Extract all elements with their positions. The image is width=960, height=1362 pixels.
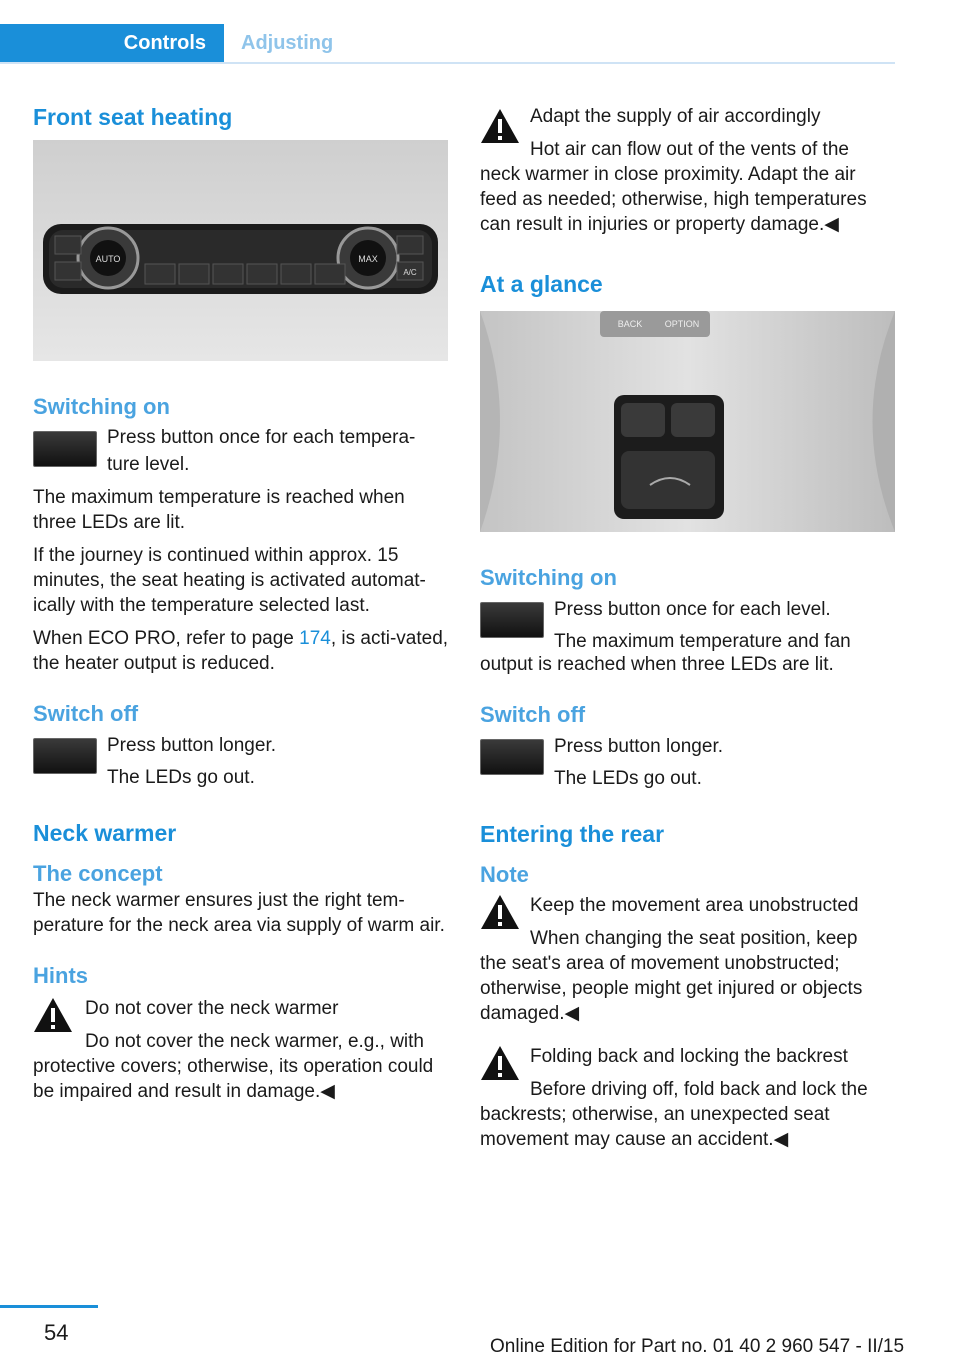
svg-text:BACK: BACK [617, 319, 643, 329]
eco-text-post: , is acti‐vated, the heater output is reduced. [33, 628, 449, 674]
warning-title: Keep the movement area unobstructed [530, 895, 859, 916]
switching-on-text-2: The maximum temperature and fan [554, 631, 851, 652]
warning-block-backrest [480, 1040, 896, 1106]
climate-panel-image [33, 140, 448, 361]
heading-the-concept: The concept [33, 861, 163, 886]
paragraph-journey: If the journey is continued within approx. 15 minutes, the seat heating is activated automat‐ically with the temperature selected last. [33, 545, 426, 616]
warning-block-air [480, 100, 896, 166]
switching-on-text-3: output is reached when three LEDs are lit. [480, 654, 834, 675]
seat-ventilation-button-icon [480, 739, 544, 775]
warning-line: Hot air can flow out of the vents of the [530, 139, 849, 160]
left-column [33, 100, 449, 1104]
warning-title: Folding back and locking the backrest [530, 1046, 848, 1067]
warning-line: When changing the seat position, keep [530, 928, 858, 949]
warning-block-neck [33, 992, 449, 1058]
heading-front-seat-heating: Front seat heating [33, 104, 233, 130]
switching-on-text-2: ture level. [107, 454, 190, 475]
heading-neck-warmer: Neck warmer [33, 820, 177, 846]
warning-line: Before driving off, fold back and lock the [530, 1079, 868, 1100]
warning-text: neck warmer in close proximity. Adapt the air feed as needed; otherwise, high temperatures can result in injuries or property damage.◀ [480, 164, 867, 235]
seat-heating-button-icon [33, 431, 97, 467]
seat-heating-button-icon [33, 738, 97, 774]
eco-text-pre: When ECO PRO, refer to page [33, 628, 300, 649]
warning-triangle-icon [480, 894, 520, 930]
warning-text: protective covers; otherwise, its operation could be impaired and result in damage.◀ [33, 1056, 434, 1102]
page-link-174[interactable]: 174 [299, 628, 331, 649]
switch-off-block [33, 730, 449, 794]
svg-text:A/C: A/C [403, 268, 417, 277]
switch-off-text-1: Press button longer. [107, 735, 276, 756]
warning-text: backrests; otherwise, an unexpected seat movement may cause an accident.◀ [480, 1104, 830, 1150]
svg-text:OPTION: OPTION [664, 319, 700, 329]
heading-note: Note [480, 862, 529, 887]
warning-line: Do not cover the neck warmer, e.g., with [85, 1031, 424, 1052]
warning-triangle-icon [33, 997, 73, 1033]
warning-triangle-icon [480, 108, 520, 144]
switch-off-text-2: The LEDs go out. [554, 768, 702, 789]
heading-at-a-glance: At a glance [480, 271, 603, 297]
heading-switch-off-rear: Switch off [480, 702, 586, 727]
svg-text:AUTO: AUTO [95, 254, 121, 264]
switching-on-rear-block [480, 594, 896, 658]
warning-text: the seat's area of movement unobstructed; otherwise, people might get injured or objects damaged.◀ [480, 953, 863, 1024]
tab-adjusting[interactable]: Adjusting [241, 31, 334, 54]
warning-title: Do not cover the neck warmer [85, 998, 339, 1019]
heading-entering-rear: Entering the rear [480, 821, 665, 847]
switch-off-text-2: The LEDs go out. [107, 767, 255, 788]
footer-rule [0, 1305, 98, 1308]
heading-switching-on-rear: Switching on [480, 565, 617, 590]
tab-controls[interactable]: Controls [0, 24, 224, 62]
switching-on-text-1: Press button once for each level. [554, 599, 831, 620]
switch-off-rear-block [480, 731, 896, 795]
rear-seat-buttons-image [480, 311, 895, 532]
svg-text:MAX: MAX [358, 254, 378, 264]
heading-hints: Hints [33, 963, 88, 988]
switching-on-block [33, 423, 449, 477]
warning-triangle-icon [480, 1045, 520, 1081]
edition-text: Online Edition for Part no. 01 40 2 960 547 - II/15 [490, 1336, 905, 1357]
heading-switch-off: Switch off [33, 701, 139, 726]
paragraph-max-temp: The maximum temperature is reached when three LEDs are lit. [33, 487, 405, 533]
switch-off-text-1: Press button longer. [554, 736, 723, 757]
header-tabs [0, 24, 895, 64]
warning-block-movement [480, 889, 896, 955]
right-column [480, 100, 896, 1152]
page-number: 54 [44, 1320, 69, 1345]
switching-on-text-1: Press button once for each tempera‐ [107, 427, 416, 448]
seat-ventilation-button-icon [480, 602, 544, 638]
paragraph-eco-pro [33, 626, 449, 676]
paragraph-concept: The neck warmer ensures just the right tem‐perature for the neck area via supply of warm air. [33, 890, 445, 936]
warning-title: Adapt the supply of air accordingly [530, 106, 821, 127]
heading-switching-on: Switching on [33, 394, 170, 419]
